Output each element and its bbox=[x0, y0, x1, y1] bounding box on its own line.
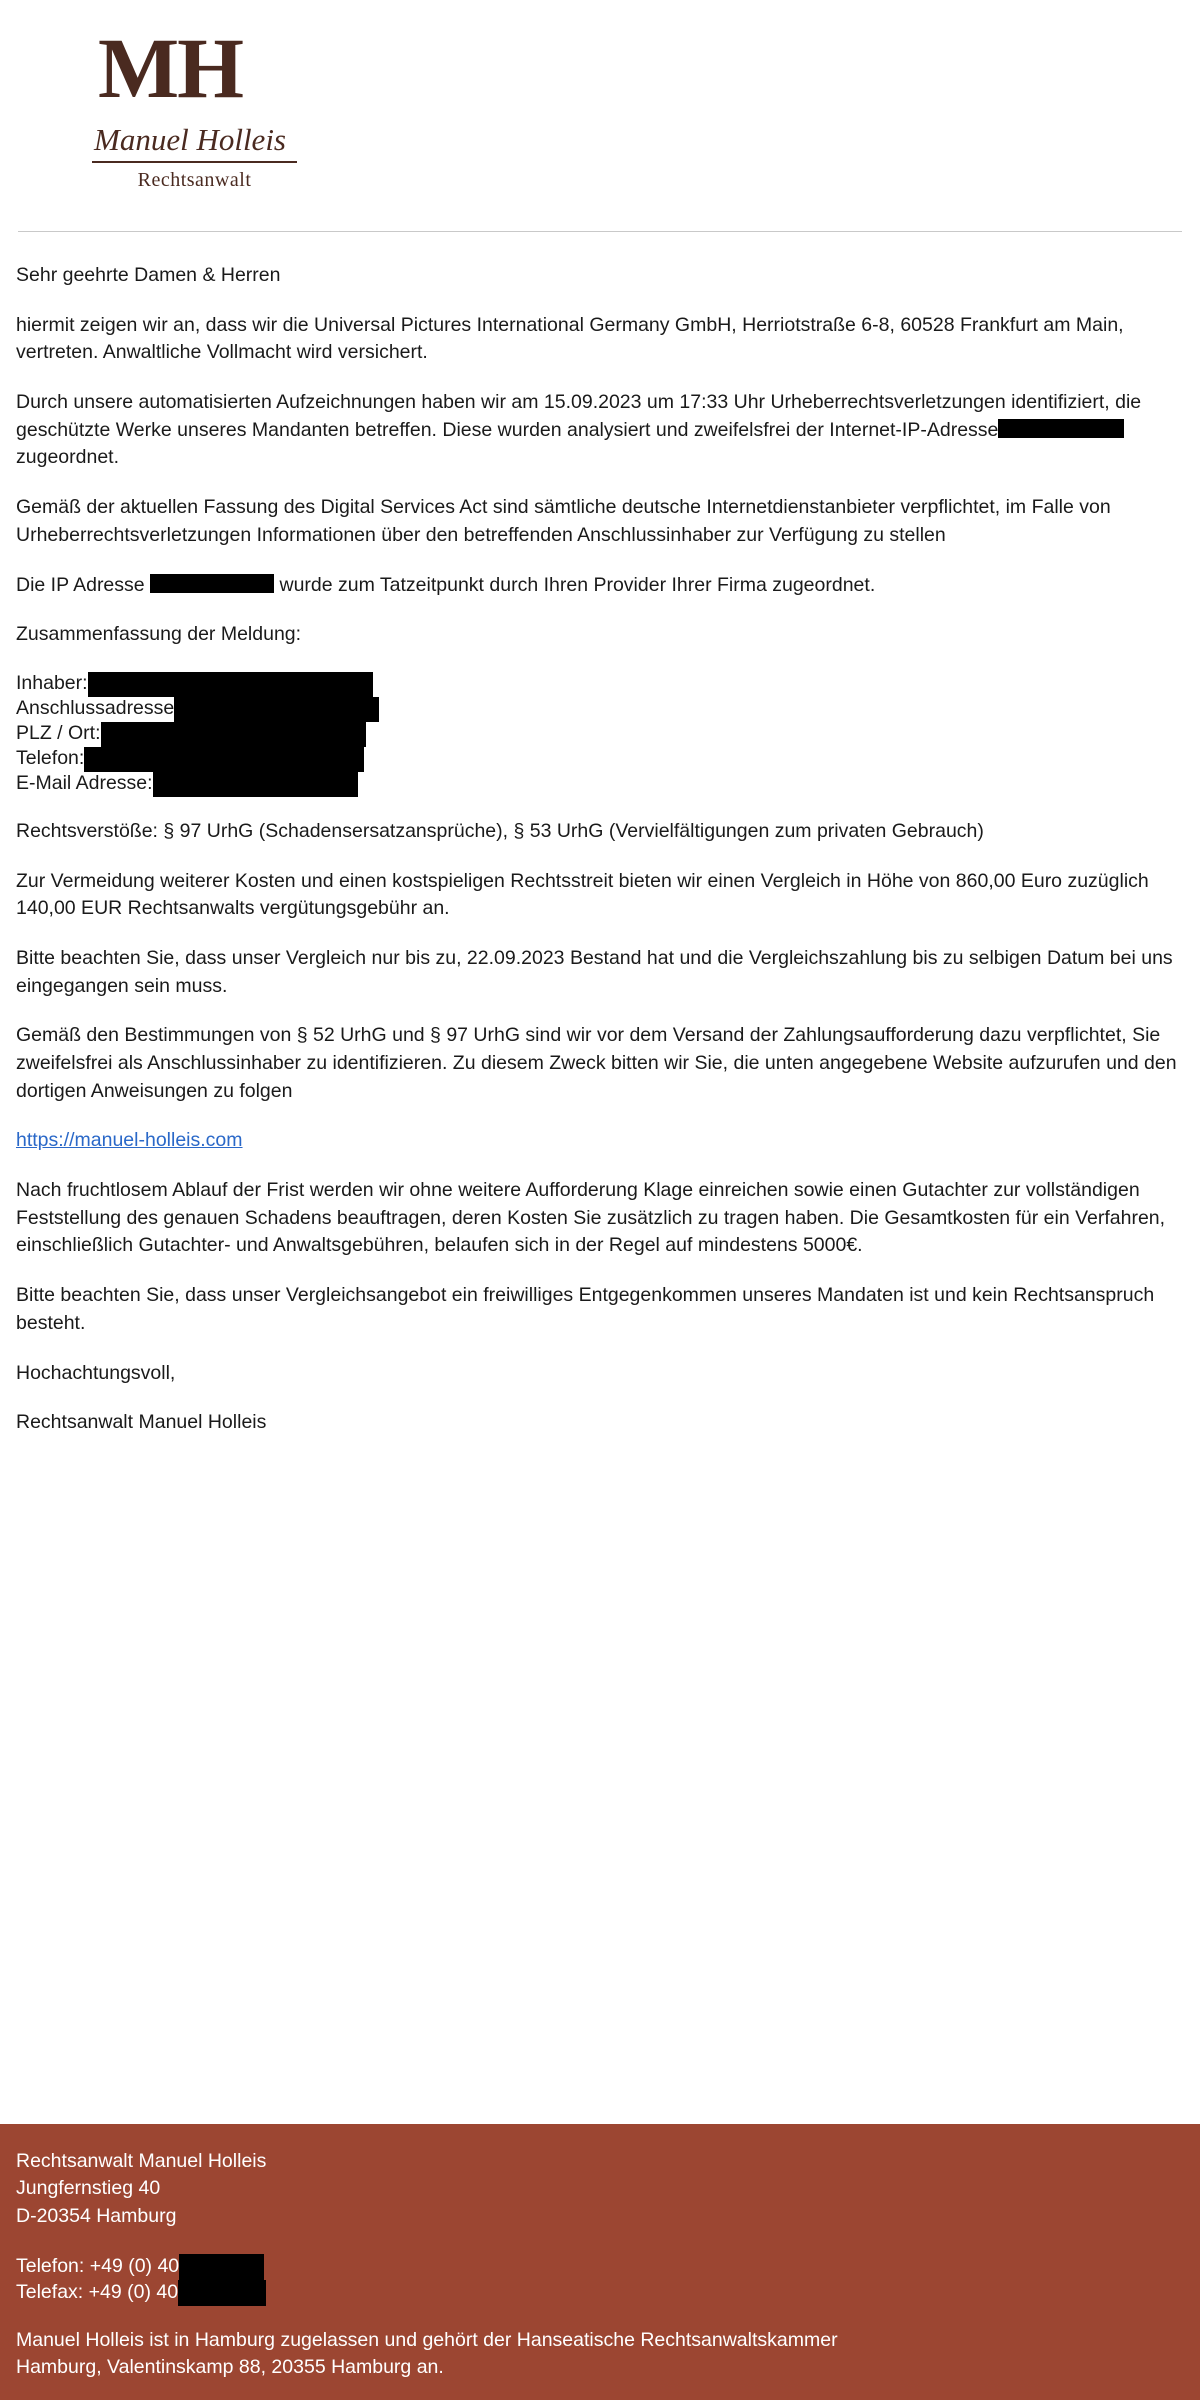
redacted-ip-address-1 bbox=[998, 419, 1124, 438]
footer-disclaimer-line-2: Hamburg, Valentinskamp 88, 20355 Hamburg an. bbox=[16, 2356, 444, 2379]
summary-row-phone bbox=[16, 746, 1184, 771]
footer-disclaimer-line-1: Manuel Holleis ist in Hamburg zugelassen und gehört der Hanseatische Rechtsanwaltskammer bbox=[16, 2328, 838, 2351]
paragraph-representation: hiermit zeigen wir an, dass wir die Universal Pictures International Germany GmbH, Herriotstraße 6-8, 60528 Frankfurt am Main, vertreten. Anwaltliche Vollmacht wird versichert. bbox=[16, 313, 1124, 364]
letter-body bbox=[0, 232, 1200, 1469]
logo-subtitle: Rechtsanwalt bbox=[137, 168, 252, 191]
footer-phone-label: Telefon: +49 (0) 40 bbox=[16, 2254, 180, 2277]
summary-heading: Zusammenfassung der Meldung: bbox=[16, 623, 302, 646]
website-link-paragraph bbox=[16, 1127, 1184, 1155]
footer-phone-line bbox=[16, 2253, 1184, 2279]
summary-row-address bbox=[16, 696, 1184, 721]
paragraph-deadline: Bitte beachten Sie, dass unser Vergleich nur bis zu, 22.09.2023 Bestand hat und die Vergleichszahlung bis zu selbigen Datum bei uns eingegangen sein muss. bbox=[16, 946, 1173, 997]
logo-monogram: MH bbox=[98, 20, 243, 116]
redacted-email-value bbox=[153, 772, 358, 797]
paragraph-voluntary-note: Bitte beachten Sie, dass unser Vergleichsangebot ein freiwilliges Entgegenkommen unseres Mandaten ist und kein Rechtsanspruch besteht. bbox=[16, 1284, 1155, 1334]
paragraph-settlement-offer: Zur Vermeidung weiterer Kosten und einen kostspieligen Rechtsstreit bieten wir einen Vergleich in Höhe von 860,00 Euro zuzüglich 140,00 EUR Rechtsanwalts vergütungsgebühr an. bbox=[16, 869, 1149, 920]
footer-fax-label: Telefax: +49 (0) 40 bbox=[16, 2280, 179, 2303]
paragraph-detection bbox=[16, 389, 1184, 472]
paragraph-dsa: Gemäß der aktuellen Fassung des Digital Services Act sind sämtliche deutsche Internetdienstanbieter verpflichtet, im Falle von Urheberrechtsverletzungen Informationen über den betreffenden Anschlussinhaber zur Verfügung zu stellen bbox=[16, 496, 1111, 546]
footer-disclaimer bbox=[16, 2327, 1184, 2382]
header-divider bbox=[18, 231, 1182, 232]
redacted-address-value bbox=[174, 697, 379, 722]
redacted-ip-address-2 bbox=[150, 574, 274, 593]
summary-label-email: E-Mail Adresse: bbox=[16, 771, 153, 794]
paragraph-legal-violations: Rechtsverstöße: § 97 UrhG (Schadensersatzansprüche), § 53 UrhG (Vervielfältigungen zum privaten Gebrauch) bbox=[16, 819, 984, 842]
footer-fax-line bbox=[16, 2279, 1184, 2305]
letter-footer bbox=[0, 2124, 1200, 2400]
logo-name: Manuel Holleis bbox=[94, 121, 286, 157]
paragraph-consequences: Nach fruchtlosem Ablauf der Frist werden wir ohne weitere Aufforderung Klage einreichen sowie einen Gutachter zur vollständigen Feststellung des genauen Schadens beauftragen, deren Kosten Sie zusätzlich zu tragen haben. Die Gesamtkosten für ein Verfahren, einschließlich Gutachter- und Anwaltsgebühren, belaufen sich in der Regel auf mindestens 5000€. bbox=[16, 1179, 1166, 1257]
paragraph-identification: Gemäß den Bestimmungen von § 52 UrhG und § 97 UrhG sind wir vor dem Versand der Zahlungsaufforderung dazu verpflichtet, Sie zweifelsfrei als Anschlussinhaber zu identifizieren. Zu diesem Zweck bitten wir Sie, die unten angegebene Website aufzurufen und den dortigen Anweisungen zu folgen bbox=[16, 1024, 1177, 1102]
summary-label-phone: Telefon: bbox=[16, 746, 85, 769]
signature: Rechtsanwalt Manuel Holleis bbox=[16, 1411, 267, 1434]
footer-name: Rechtsanwalt Manuel Holleis bbox=[16, 2149, 267, 2172]
closing: Hochachtungsvoll, bbox=[16, 1361, 176, 1384]
footer-city: D-20354 Hamburg bbox=[16, 2204, 177, 2227]
summary-row-postal-city bbox=[16, 721, 1184, 746]
salutation: Sehr geehrte Damen & Herren bbox=[16, 264, 281, 286]
footer-spacer bbox=[16, 2231, 1184, 2253]
summary-label-address: Anschlussadresse bbox=[16, 696, 175, 719]
footer-street: Jungfernstieg 40 bbox=[16, 2177, 161, 2200]
report-summary-block bbox=[16, 671, 1184, 796]
summary-label-postal-city: PLZ / Ort: bbox=[16, 721, 101, 744]
redacted-phone-number bbox=[179, 2254, 264, 2280]
summary-row-owner bbox=[16, 671, 1184, 696]
summary-label-owner: Inhaber: bbox=[16, 671, 88, 694]
paragraph-detection-text-before: Durch unsere automatisierten Aufzeichnungen haben wir am 15.09.2023 um 17:33 Uhr Urheberrechtsverletzungen identifiziert, die geschützte Werke unseres Mandanten betreffen. Diese wurden analysiert und zweifelsfrei der Internet-IP-Adresse bbox=[16, 391, 1142, 441]
redacted-fax-number bbox=[178, 2280, 266, 2306]
paragraph-ip-text-after: wurde zum Tatzeitpunkt durch Ihren Provider Ihrer Firma zugeordnet. bbox=[279, 573, 876, 596]
redacted-phone-value bbox=[84, 747, 364, 772]
logo-divider bbox=[92, 161, 297, 163]
website-link[interactable]: https://manuel-holleis.com bbox=[16, 1129, 243, 1152]
summary-row-email bbox=[16, 771, 1184, 796]
logo-block bbox=[92, 20, 322, 192]
redacted-owner-value bbox=[88, 672, 373, 697]
paragraph-detection-text-after: zugeordnet. bbox=[16, 446, 119, 469]
paragraph-ip-text-before: Die IP Adresse bbox=[16, 573, 145, 596]
redacted-postal-city-value bbox=[101, 722, 366, 747]
letterhead bbox=[0, 0, 1200, 232]
paragraph-ip-assignment bbox=[16, 572, 1184, 600]
